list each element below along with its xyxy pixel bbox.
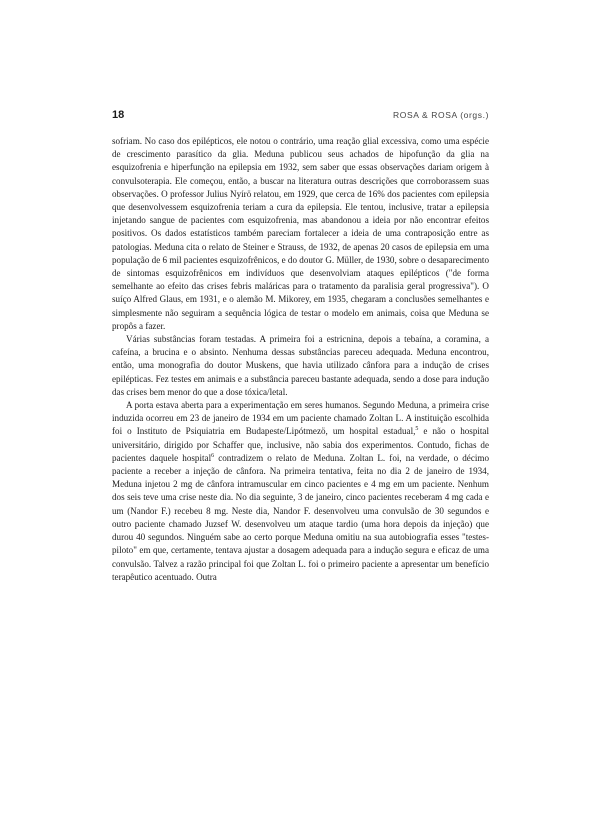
running-head-title: ROSA & ROSA (orgs.)	[393, 110, 489, 120]
running-head	[112, 109, 489, 123]
footnote-marker: 5	[415, 426, 419, 433]
paragraph-text: contradizem o relato de Meduna. Zoltan L. foi, na verdade, o décimo paciente a receber a injeção de cânfora. Na primeira tentativa, feita no dia 2 de janeiro de 1934, Meduna injetou 2 mg de cânfora intramuscular em cinco pacientes e 4 mg em um paciente. Nenhum dos seis teve uma crise neste dia. No dia seguinte, 3 de janeiro, cinco pacientes receberam 4 mg cada e um (Nandor F.) recebeu 8 mg. Neste dia, Nandor F. desenvolveu uma convulsão de 30 segundos e outro paciente chamado Juzsef W. desenvolveu um ataque tardio (uma hora depois da injeção) que durou 40 segundos. Ninguém sabe ao certo porque Meduna omitiu na sua autobiografia esses "testes-piloto" em que, certamente, tentava ajustar a dosagem adequada para a indução segura e eficaz de uma convulsão. Talvez a razão principal foi que Zoltan L. foi o primeiro paciente a apresentar um benefício terapêutico acentuado. Outra	[112, 452, 490, 582]
body-text	[112, 135, 489, 584]
paragraph-text: e não o hospital universitário, dirigido por Schaffer que, inclusive, não sabia dos experimentos. Contudo, fichas de pacientes daquele hospital	[112, 426, 489, 463]
page-number: 18	[112, 109, 125, 121]
paragraph-text: A porta estava aberta para a experimentação em seres humanos. Segundo Meduna, a primeira crise induzida ocorreu em 23 de janeiro de 1934 em um paciente chamado Zoltan L. A instituição escolhida foi o Instituto de Psiquiatria em Budapeste/Lipótmezö, um hospital estadual,	[112, 400, 489, 437]
paragraph	[112, 399, 489, 584]
paragraph-continued: sofriam. No caso dos epilépticos, ele notou o contrário, uma reação glial excessiva, como uma espécie de crescimento parasítico da glia. Meduna publicou seus achados de hipofunção da glia na esquizofrenia e hiperfunção na epilepsia em 1932, sem saber que essas observações dariam origem à convulsoterapia. Ele começou, então, a buscar na literatura outras descrições que corroborassem suas observações. O professor Julius Nyírö relatou, em 1929, que cerca de 16% dos pacientes com epilepsia que desenvolvessem esquizofrenia teriam a cura da epilepsia. Ele tentou, inclusive, tratar a epilepsia injetando sangue de pacientes com esquizofrenia, mas abandonou a ideia por não encontrar efeitos positivos. Os dados estatísticos também pareciam fortalecer a ideia de uma contraposição entre as patologias. Meduna cita o relato de Steiner e Strauss, de 1932, de apenas 20 casos de epilepsia em uma população de 6 mil pacientes esquizofrênicos, e do doutor G. Müller, de 1930, sobre o desaparecimento de sintomas esquizofrênicos em indivíduos que desenvolviam ataques epilépticos ("de forma semelhante ao efeito das crises febris maláricas para o tratamento da paralisia geral progressiva"). O suíço Alfred Glaus, em 1931, e o alemão M. Mikorey, em 1935, chegaram a conclusões semelhantes e simplesmente não seguiram a sequência lógica de testar o modelo em animais, coisa que Meduna se propôs a fazer.	[112, 136, 489, 331]
footnote-marker: 6	[211, 452, 215, 459]
paragraph: Várias substâncias foram testadas. A primeira foi a estricnina, depois a tebaína, a coramina, a cafeína, a brucina e o absinto. Nenhuma dessas substâncias pareceu adequada. Meduna encontrou, então, uma monografia do doutor Muskens, que havia utilizado cânfora para a indução de crises epilépticas. Fez testes em animais e a substância pareceu bastante adequada, sendo a dose para indução das crises bem menor do que a dose tóxica/letal.	[112, 334, 489, 397]
